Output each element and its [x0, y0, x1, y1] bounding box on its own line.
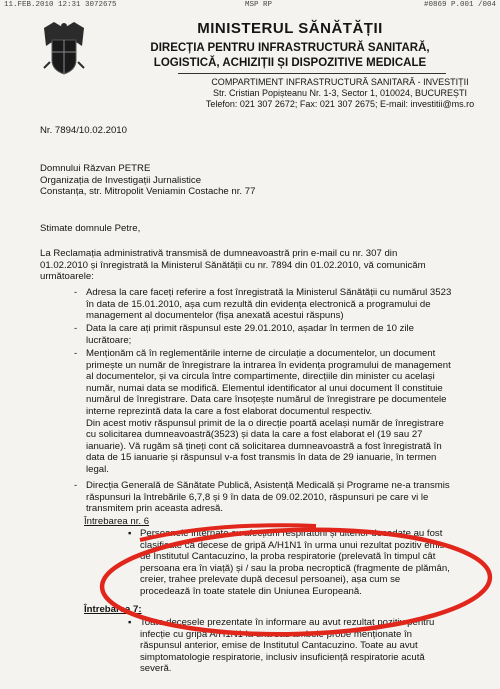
- recipient-name: Domnului Răzvan PETRE: [40, 163, 151, 174]
- fax-date-time: 11.FEB.2010 12:31 3072675: [4, 1, 117, 9]
- item-line: ianuarie). Vă rugăm să țineți cont că solicitarea dumneavoastră a fost înregistrată în: [86, 440, 442, 452]
- recipient-organization: Organizația de Investigații Jurnalistice: [40, 174, 202, 186]
- intro-line: 01.02.2010 și înregistrată la Ministerul Sănătății cu nr. 7894 din 01.02.2010, vă comunicăm: [40, 259, 426, 271]
- list-dash: -: [74, 348, 78, 359]
- list-dash: -: [74, 323, 78, 334]
- item-line: al documentelor, și va circula între compartimente, direcțiile din minister cu același: [86, 371, 435, 383]
- item-4: [74, 480, 450, 515]
- department-name: COMPARTIMENT INFRASTRUCTURĂ SANITARĂ - INVESTIȚII: [211, 77, 469, 87]
- salutation: Stimate domnule Petre,: [40, 223, 141, 234]
- answer-line: Toate decesele prezentate în informare au avut rezultat pozitiv pentru: [140, 617, 435, 628]
- item-line: management al documentelor (fișa anexată acestui răspuns): [86, 310, 344, 322]
- item-line: interne reprezintă data la care a fost elaborat documentul respectiv.: [86, 405, 373, 417]
- item-line: data de 15 ianuarie și răspunsul v-a fost transmis în data de 29 ianuarie, în termen: [86, 452, 437, 464]
- intro-line: La Reclamația administrativă transmisă de dumneavoastră prin e-mail cu nr. 307 din: [40, 248, 398, 259]
- answer-line: creier, trahee prelevate după decesul persoanei), așa cum se: [140, 574, 401, 586]
- directorate-line-2: LOGISTICĂ, ACHIZIȚII ȘI DISPOZITIVE MEDICALE: [153, 57, 427, 69]
- answer-line: Persoanele internate cu afecțiuni respiratorii și ulterior decedate au fost: [140, 528, 443, 539]
- answer-line: severă.: [140, 663, 172, 675]
- directorate-name: [70, 41, 500, 71]
- header-divider: [178, 73, 446, 74]
- department-address: Str. Cristian Popișteanu Nr. 1-3, Sector 1, 010024, BUCUREȘTI: [212, 88, 468, 98]
- recipient-address: Constanța, str. Mitropolit Veniamin Costache nr. 77: [40, 186, 256, 198]
- answer-line: de Institutul Cantacuzino, la proba respiratorie (prelevată în timpul cât: [140, 551, 436, 563]
- fax-sender: MSP RP: [245, 1, 273, 9]
- directorate-line-1: DIRECȚIA PENTRU INFRASTRUCTURĂ SANITARĂ,: [150, 42, 430, 54]
- ministry-name: MINISTERUL SĂNĂTĂȚII: [197, 20, 383, 37]
- list-dash: -: [74, 480, 78, 491]
- annotation-circle: [96, 520, 496, 640]
- item-line: transmitem prin aceasta adresă.: [86, 503, 224, 515]
- item-line: Din acest motiv răspunsul primit de la o direcție poartă același număr de înregistrare: [86, 417, 444, 429]
- answer-line: răspunsul anterior, emise de Institutul Cantacuzino. Toate au avut: [140, 640, 418, 652]
- intro-paragraph: [40, 248, 426, 283]
- item-line: în data de 15.01.2010, așa cum rezultă din evidența electronică a programului de: [86, 298, 431, 310]
- item-1: [74, 287, 452, 322]
- question-6-label: Întrebarea nr. 6: [84, 516, 150, 527]
- answer-line: clasificate ca decese de gripă A/H1N1 în urma unui rezultat pozitiv emis: [140, 539, 445, 551]
- item-line: Adresa la care faceți referire a fost înregistrată la Ministerul Sănătății cu numărul 3523: [86, 287, 452, 298]
- list-bullet: ▪: [128, 617, 132, 628]
- answer-line: persoana era în viață) și / sau la proba necroptică (fragmente de plămân,: [140, 562, 450, 574]
- answer-line: simptomatologie respiratorie, inclusiv insuficiență respiratorie acută: [140, 651, 425, 663]
- answer-line: infecție cu gripă A/H1N1 la una sau ambele probe menționate în: [140, 628, 412, 640]
- question-7-label: Întrebarea 7:: [84, 604, 142, 615]
- item-2: [74, 323, 414, 346]
- intro-line: următoarele:: [40, 271, 94, 283]
- list-bullet: ▪: [128, 528, 132, 539]
- answer-line: procedează în toate statele din Uniunea Europeană.: [140, 585, 362, 597]
- department-contact: Telefon: 021 307 2672; Fax: 021 307 2675; E-mail: investitii@ms.ro: [205, 99, 475, 109]
- item-line: cu solicitarea dumneavoastră(3523) și data la care a fost elaborat el (19 sau 27: [86, 429, 423, 441]
- department-info: [120, 77, 500, 110]
- item-3: [74, 348, 451, 476]
- recipient-block: [40, 163, 255, 198]
- list-dash: -: [74, 287, 78, 298]
- item-line: răspunsuri la întrebările 6,7,8 și 9 în data de 09.02.2010, răspunsuri pe care vi le: [86, 491, 429, 503]
- fax-page-info: #0869 P.001 /004: [423, 1, 496, 9]
- item-line: primește un număr de înregistrare la intrarea în evidența programului de management: [86, 359, 451, 371]
- item-line: legal.: [86, 463, 109, 475]
- item-line: lucrătoare;: [86, 334, 132, 346]
- item-line: număr, numai data se modifică. Elementul identificator al unui document îl constituie: [86, 382, 443, 394]
- item-line: numărul de înregistrare. Data care însoțește numărul de înregistrare pe documentele: [86, 394, 447, 406]
- item-line: Direcția Generală de Sănătate Publică, Asistență Medicală și Programe ne-a transmis: [86, 480, 450, 491]
- item-line: Menționăm că în reglementările interne de circulație a documentelor, un document: [86, 348, 436, 359]
- item-line: Data la care ați primit răspunsul este 29.01.2010, așadar în termen de 10 zile: [86, 323, 414, 334]
- reference-number: Nr. 7894/10.02.2010: [40, 125, 127, 136]
